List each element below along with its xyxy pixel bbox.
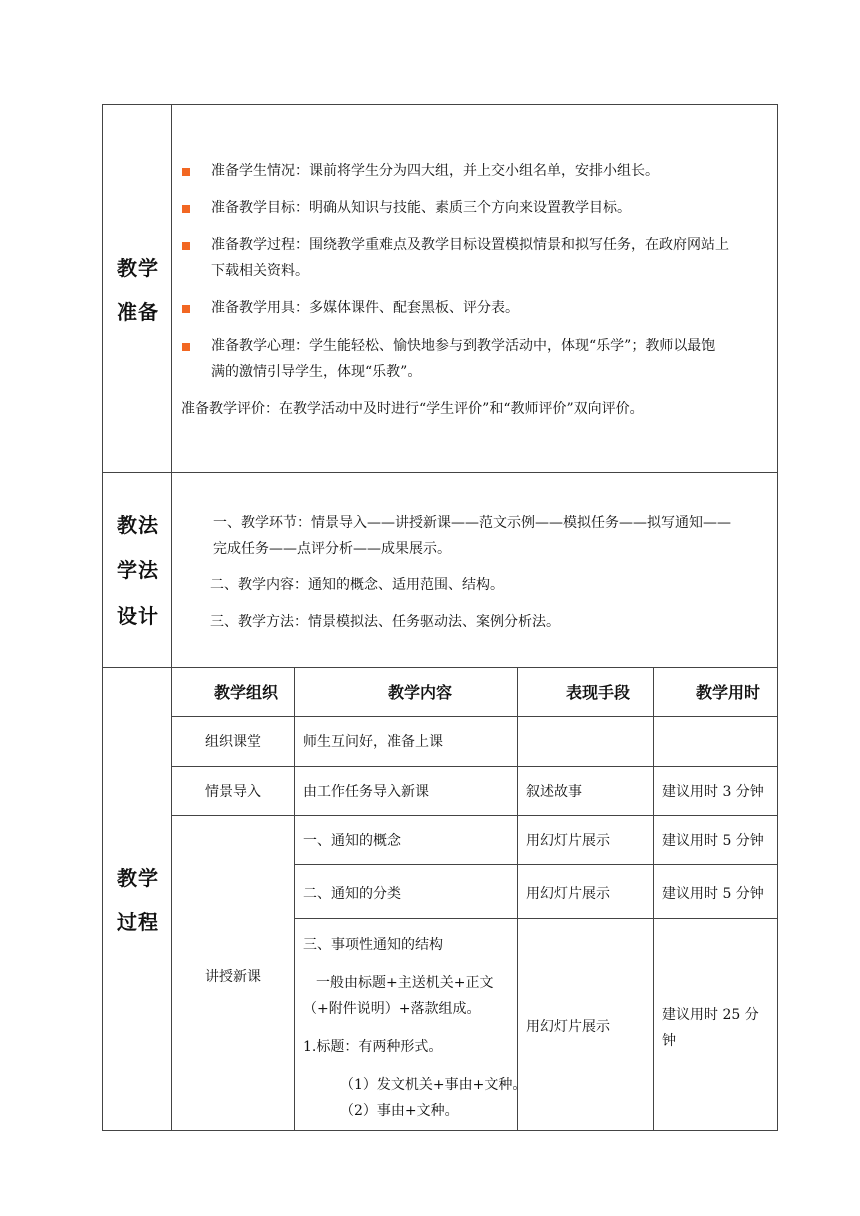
prep-item-4: 准备教学用具：多媒体课件、配套黑板、评分表。	[211, 300, 519, 316]
table-cell-organization: 情景导入	[205, 784, 261, 800]
table-cell-organization: 组织课堂	[205, 734, 261, 750]
table-cell-means: 叙述故事	[526, 784, 582, 800]
square-bullet-icon	[182, 168, 190, 176]
row-divider	[294, 864, 778, 865]
method-title-line1: 教法	[117, 513, 159, 537]
header-organization: 教学组织	[214, 683, 279, 702]
structure-title-item: 1.标题：有两种形式。	[303, 1039, 443, 1055]
prep-item-3-cont: 下载相关资料。	[211, 263, 309, 279]
label-column-divider	[171, 104, 172, 1131]
square-bullet-icon	[182, 343, 190, 351]
table-cell-means: 用幻灯片展示	[526, 886, 610, 902]
table-cell-content: 一、通知的概念	[303, 833, 401, 849]
table-cell-content: 由工作任务导入新课	[303, 784, 429, 800]
section-divider	[102, 667, 778, 668]
structure-form-2: （2）事由+文种。	[340, 1103, 459, 1119]
column-divider	[653, 667, 654, 1131]
structure-desc: 一般由标题+主送机关+正文	[316, 975, 494, 991]
process-title-line1: 教学	[117, 866, 159, 890]
prep-item-5-cont: 满的激情引导学生，体现“乐教”。	[211, 364, 422, 380]
method-title-line2: 学法	[117, 558, 159, 582]
row-divider	[171, 815, 778, 816]
prep-evaluation: 准备教学评价：在教学活动中及时进行“学生评价”和“教师评价”双向评价。	[181, 401, 644, 417]
prep-item-2: 准备教学目标：明确从知识与技能、素质三个方向来设置教学目标。	[211, 200, 631, 216]
square-bullet-icon	[182, 242, 190, 250]
header-means: 表现手段	[566, 683, 631, 702]
table-cell-time: 建议用时 25 分	[662, 1007, 759, 1023]
table-cell-time: 建议用时 5 分钟	[662, 886, 764, 902]
method-item-1: 一、教学环节：情景导入——讲授新课——范文示例——模拟任务——拟写通知——	[213, 515, 731, 531]
table-cell-content: 师生互问好，准备上课	[303, 734, 443, 750]
row-divider	[171, 766, 778, 767]
structure-form-1: （1）发文机关+事由+文种。	[340, 1077, 527, 1093]
method-item-3: 三、教学方法：情景模拟法、任务驱动法、案例分析法。	[210, 614, 560, 630]
structure-desc-cont: （+附件说明）+落款组成。	[303, 1001, 481, 1017]
row-divider	[294, 918, 778, 919]
table-cell-time-cont: 钟	[662, 1033, 676, 1049]
prep-title-line2: 准备	[117, 300, 159, 324]
table-cell-means: 用幻灯片展示	[526, 1019, 610, 1035]
prep-item-5: 准备教学心理：学生能轻松、愉快地参与到教学活动中，体现“乐学”；教师以最饱	[211, 338, 716, 354]
row-divider	[171, 716, 778, 717]
table-cell-time: 建议用时 3 分钟	[662, 784, 764, 800]
method-item-1-cont: 完成任务——点评分析——成果展示。	[213, 541, 451, 557]
square-bullet-icon	[182, 205, 190, 213]
method-title-line3: 设计	[117, 604, 159, 628]
method-item-2: 二、教学内容：通知的概念、适用范围、结构。	[210, 577, 504, 593]
structure-heading: 三、事项性通知的结构	[303, 937, 443, 953]
section-divider	[102, 472, 778, 473]
square-bullet-icon	[182, 305, 190, 313]
header-time: 教学用时	[696, 683, 761, 702]
prep-title-line1: 教学	[117, 256, 159, 280]
table-cell-means: 用幻灯片展示	[526, 833, 610, 849]
table-cell-organization: 讲授新课	[205, 969, 261, 985]
table-cell-content: 二、通知的分类	[303, 886, 401, 902]
table-cell-time: 建议用时 5 分钟	[662, 833, 764, 849]
column-divider	[294, 667, 295, 1131]
column-divider	[517, 667, 518, 1131]
header-content: 教学内容	[388, 683, 453, 702]
prep-item-3: 准备教学过程：围绕教学重难点及教学目标设置模拟情景和拟写任务，在政府网站上	[211, 237, 729, 253]
prep-item-1: 准备学生情况：课前将学生分为四大组，并上交小组名单，安排小组长。	[211, 163, 659, 179]
process-title-line2: 过程	[117, 910, 159, 934]
